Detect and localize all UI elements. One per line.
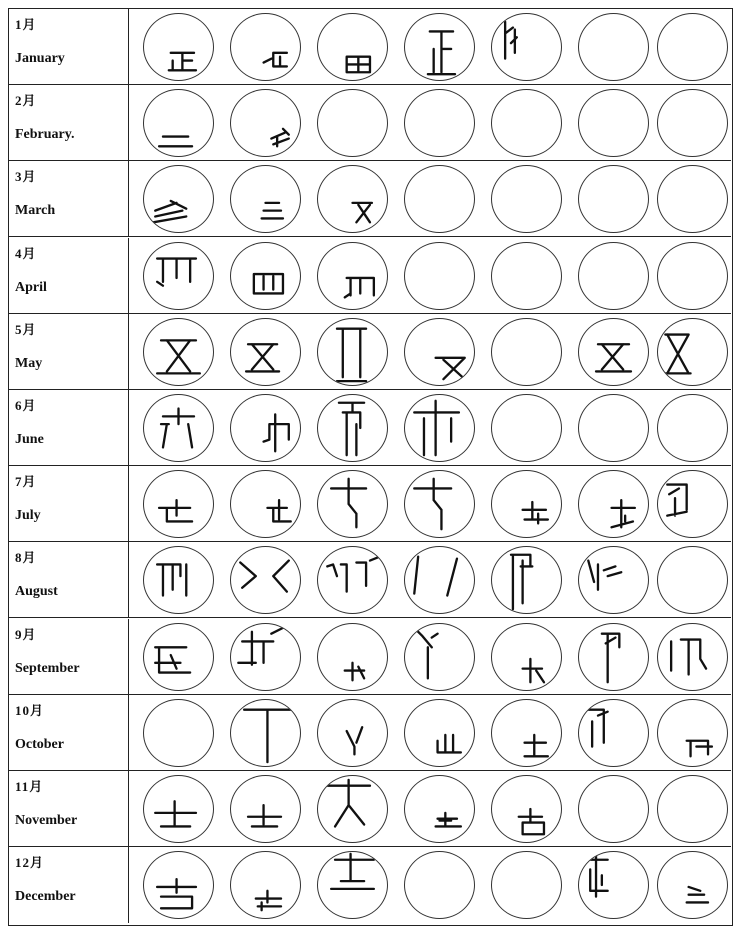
hand-written-character-icon [658,319,727,385]
hand-written-character-icon [405,700,474,766]
character-circle [143,394,214,462]
month-name: January [15,51,65,66]
hand-written-character-icon [144,319,213,385]
hand-written-character-icon [492,776,561,842]
empty-circle [578,242,649,310]
character-circle [404,394,475,462]
empty-circle [404,89,475,157]
character-circle [404,699,475,767]
empty-circle [657,89,728,157]
hand-written-character-icon [318,471,387,537]
character-circle [143,242,214,310]
hand-written-character-icon [318,852,387,918]
character-circle [404,546,475,614]
empty-circle [657,546,728,614]
character-circle [578,851,649,919]
character-circle [404,318,475,386]
character-circle [404,775,475,843]
character-circle [491,13,562,81]
empty-circle [578,13,649,81]
empty-circle [491,318,562,386]
hand-written-character-icon [231,624,300,690]
hand-written-character-icon [318,166,387,232]
month-label-cell [9,771,129,846]
hand-written-character-icon [405,547,474,613]
hand-written-character-icon [405,471,474,537]
hand-written-character-icon [405,395,474,461]
month-name: September [15,660,80,676]
table-row [9,161,731,237]
character-circle [578,318,649,386]
character-circle [317,546,388,614]
month-name: December [15,889,76,905]
month-label-cell [9,619,129,694]
character-circle [657,318,728,386]
character-circle [317,318,388,386]
hand-written-character-icon [579,471,648,537]
character-circle [491,623,562,691]
hand-written-character-icon [579,700,648,766]
empty-circle [491,851,562,919]
character-circle [230,242,301,310]
hand-written-character-icon [231,14,300,80]
hand-written-character-icon [658,700,727,766]
hand-written-character-icon [231,776,300,842]
character-circle [657,851,728,919]
empty-circle [491,242,562,310]
hand-written-character-icon [231,243,300,309]
character-circle [230,318,301,386]
month-number: 1月 [15,17,37,32]
character-circle [404,623,475,691]
empty-circle [404,851,475,919]
character-circle [317,623,388,691]
table-row [9,619,731,695]
hand-written-character-icon [231,395,300,461]
character-circle [143,165,214,233]
empty-circle [657,242,728,310]
month-name: November [15,813,78,828]
month-number: 3月 [15,169,37,185]
table-row [9,85,731,161]
character-circle [317,394,388,462]
character-circle [230,775,301,843]
character-circle [143,851,214,919]
hand-written-character-icon [231,547,300,613]
hand-written-character-icon [658,624,727,690]
character-circle [317,13,388,81]
hand-written-character-icon [579,624,648,690]
table-row [9,466,731,542]
hand-written-character-icon [318,547,387,613]
table-row [9,847,731,923]
hand-written-character-icon [579,319,648,385]
hand-written-character-icon [405,776,474,842]
character-circle [578,699,649,767]
hand-written-character-icon [318,243,387,309]
month-label-cell [9,542,129,617]
hand-written-character-icon [405,624,474,690]
character-circle [491,470,562,538]
hand-written-character-icon [144,547,213,613]
character-circle [578,546,649,614]
hand-written-character-icon [144,166,213,232]
month-label-cell [9,847,129,923]
hand-written-character-icon [231,166,300,232]
hand-written-character-icon [318,776,387,842]
character-circle [230,470,301,538]
month-number: 4月 [15,245,37,261]
hand-written-character-icon [492,547,561,613]
table-row [9,695,731,771]
hand-written-character-icon [318,624,387,690]
character-circle [143,318,214,386]
month-label-cell [9,466,129,541]
hand-written-character-icon [144,14,213,80]
month-number: 10月 [15,702,45,718]
hand-written-character-icon [492,471,561,537]
month-name: April [15,279,47,295]
character-circle [317,470,388,538]
month-name: June [15,432,44,447]
empty-circle [578,165,649,233]
character-circle [404,13,475,81]
hand-written-character-icon [144,852,213,918]
hand-written-character-icon [231,852,300,918]
month-label-cell [9,161,129,236]
character-circle [578,623,649,691]
empty-circle [657,165,728,233]
table-row [9,542,731,618]
empty-circle [404,165,475,233]
character-circle [143,546,214,614]
table-row [9,771,731,847]
character-circle [230,699,301,767]
character-circle [317,775,388,843]
hand-written-character-icon [318,700,387,766]
empty-circle [657,394,728,462]
month-name: July [15,508,41,524]
character-circle [657,699,728,767]
month-name: October [15,736,64,752]
month-name: February. [15,127,75,143]
character-circle [143,13,214,81]
month-number: 9月 [15,626,37,642]
table-row [9,238,731,314]
month-label-cell [9,695,129,770]
hand-written-character-icon [318,319,387,385]
character-circle [230,13,301,81]
hand-written-character-icon [405,14,474,80]
hand-written-character-icon [492,14,561,80]
character-circle [230,623,301,691]
month-number: 11月 [15,779,44,794]
hand-written-character-icon [144,243,213,309]
hand-written-character-icon [144,90,213,156]
month-label-cell [9,85,129,160]
hand-written-character-icon [405,319,474,385]
hand-written-character-icon [144,471,213,537]
hand-written-character-icon [231,90,300,156]
character-circle [491,699,562,767]
hand-written-character-icon [318,14,387,80]
empty-circle [578,775,649,843]
month-name: March [15,203,56,219]
empty-circle [578,89,649,157]
empty-circle [578,394,649,462]
character-circle [143,470,214,538]
month-name: August [15,584,58,600]
month-name: May [15,355,43,371]
month-number: 2月 [15,93,37,109]
character-circle [143,623,214,691]
hand-written-character-icon [579,852,648,918]
month-number: 7月 [15,474,37,490]
character-circle [317,699,388,767]
hand-written-character-icon [318,395,387,461]
hand-written-character-icon [658,471,727,537]
hand-written-character-icon [658,852,727,918]
empty-circle [317,89,388,157]
character-circle [317,242,388,310]
hand-written-character-icon [492,624,561,690]
table-row [9,9,731,85]
month-number: 8月 [15,550,37,566]
hand-written-character-icon [144,395,213,461]
empty-circle [491,394,562,462]
hand-written-character-icon [231,319,300,385]
month-label-cell [9,390,129,465]
hand-written-character-icon [231,471,300,537]
empty-circle [491,89,562,157]
character-circle [657,623,728,691]
character-circle [230,546,301,614]
character-circle [491,775,562,843]
month-number: 6月 [15,398,37,413]
character-circle [578,470,649,538]
month-label-cell [9,314,129,389]
month-number: 12月 [15,855,45,871]
hand-written-character-icon [579,547,648,613]
hand-written-character-icon [492,700,561,766]
empty-circle [657,775,728,843]
character-circle [230,851,301,919]
character-circle [491,546,562,614]
hand-written-character-icon [144,776,213,842]
month-number: 5月 [15,321,37,337]
character-circle [230,89,301,157]
character-circle [143,775,214,843]
character-circle [404,470,475,538]
table-row [9,390,731,466]
month-chart-sheet [8,8,733,926]
month-label-cell [9,238,129,313]
character-circle [317,851,388,919]
character-circle [230,165,301,233]
month-label-cell [9,9,129,84]
character-circle [230,394,301,462]
empty-circle [491,165,562,233]
empty-circle [404,242,475,310]
character-circle [657,470,728,538]
empty-circle [657,13,728,81]
empty-circle [143,699,214,767]
hand-written-character-icon [144,624,213,690]
table-row [9,314,731,390]
character-circle [317,165,388,233]
character-circle [143,89,214,157]
hand-written-character-icon [231,700,300,766]
